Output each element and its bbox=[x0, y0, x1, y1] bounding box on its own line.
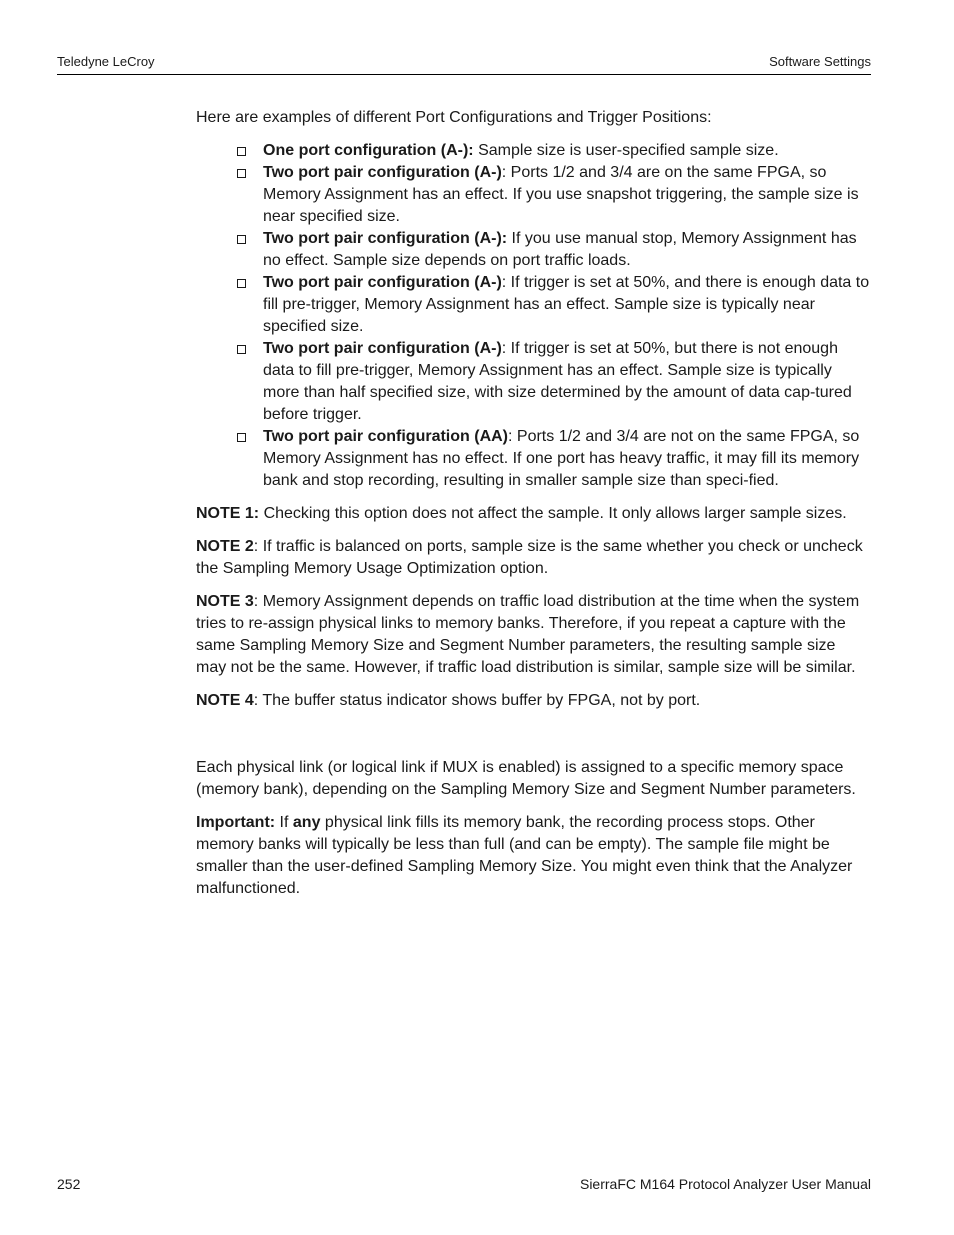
list-item-text: : If trigger is set at 50%, but there is not enough data to fill pre-trigger, Memory Assignment has an effect. Sample size is typically more than half specified size, with size determined by the amount of data cap-tured before trigger. bbox=[263, 340, 852, 423]
note-text: Checking this option does not affect the sample. It only allows larger sample sizes. bbox=[259, 505, 847, 522]
note-text: : The buffer status indicator shows buffer by FPGA, not by port. bbox=[253, 692, 701, 709]
header-company: Teledyne LeCroy bbox=[57, 54, 155, 69]
important-text-post: physical link fills its memory bank, the recording process stops. Other memory banks will typically be less than full (and can be empty). The sample file might be smaller than the user-defined Sampling Memory Size. You might even think that the Analyzer malfunctioned. bbox=[196, 814, 853, 897]
note-1 bbox=[196, 503, 870, 525]
list-item bbox=[196, 228, 870, 272]
note-3 bbox=[196, 591, 870, 679]
important-text-pre: If bbox=[275, 814, 293, 831]
checkbox-bullet-icon bbox=[237, 169, 246, 178]
page-number: 252 bbox=[57, 1176, 81, 1192]
checkbox-bullet-icon bbox=[237, 433, 246, 442]
page-content bbox=[196, 107, 870, 911]
header-section: Software Settings bbox=[769, 54, 871, 69]
list-item-text: : Ports 1/2 and 3/4 are not on the same FPGA, so Memory Assignment has no effect. If one port has heavy traffic, it may fill its memory bank and stop recording, resulting in smaller sample size than speci-fied. bbox=[263, 428, 860, 489]
list-item-label: Two port pair configuration (A-) bbox=[263, 340, 502, 357]
important-label: Important: bbox=[196, 814, 276, 831]
list-item-label: Two port pair configuration (A-) bbox=[263, 274, 502, 291]
list-item-text: : If trigger is set at 50%, and there is enough data to fill pre-trigger, Memory Assignment has an effect. Sample size is typically near specified size. bbox=[263, 274, 870, 335]
note-4 bbox=[196, 690, 870, 712]
checkbox-bullet-icon bbox=[237, 345, 246, 354]
list-item-label: One port configuration (A-): bbox=[263, 142, 474, 159]
note-label: NOTE 4 bbox=[196, 692, 254, 709]
intro-paragraph: Here are examples of different Port Configurations and Trigger Positions: bbox=[196, 109, 712, 126]
note-label: NOTE 1: bbox=[196, 505, 260, 522]
list-item-text: If you use manual stop, Memory Assignment has no effect. Sample size depends on port traffic loads. bbox=[263, 230, 857, 269]
important-emphasis: any bbox=[292, 814, 321, 831]
list-item bbox=[196, 140, 870, 162]
list-item-label: Two port pair configuration (A-) bbox=[263, 164, 502, 181]
page-header bbox=[57, 52, 871, 75]
checkbox-bullet-icon bbox=[237, 279, 246, 288]
manual-title: SierraFC M164 Protocol Analyzer User Manual bbox=[579, 1176, 871, 1192]
body-paragraph: Each physical link (or logical link if MUX is enabled) is assigned to a specific memory space (memory bank), depending on the Sampling Memory Size and Segment Number parameters. bbox=[196, 759, 856, 798]
note-2 bbox=[196, 536, 870, 580]
list-item-text: : Ports 1/2 and 3/4 are on the same FPGA, so Memory Assignment has an effect. If you use snapshot triggering, the sample size is near specified size. bbox=[263, 164, 859, 225]
note-text: : Memory Assignment depends on traffic load distribution at the time when the system tries to re-assign physical links to memory banks. Therefore, if you repeat a capture with the same Sampling Memory Size and Segment Number parameters, the resulting sample size may not be the same. However, if traffic load distribution is similar, sample size will be similar. bbox=[196, 593, 860, 676]
list-item bbox=[196, 426, 870, 492]
note-label: NOTE 2 bbox=[196, 538, 254, 555]
list-item bbox=[196, 272, 870, 338]
configuration-list bbox=[196, 140, 870, 492]
list-item-text: Sample size is user-specified sample size. bbox=[473, 142, 779, 159]
list-item-label: Two port pair configuration (A-): bbox=[263, 230, 508, 247]
section-spacer bbox=[196, 723, 870, 757]
checkbox-bullet-icon bbox=[237, 147, 246, 156]
list-item-label: Two port pair configuration (AA) bbox=[263, 428, 509, 445]
list-item bbox=[196, 338, 870, 426]
note-text: : If traffic is balanced on ports, sample size is the same whether you check or uncheck the Sampling Memory Usage Optimization option. bbox=[196, 538, 863, 577]
list-item bbox=[196, 162, 870, 228]
important-paragraph bbox=[196, 812, 870, 900]
checkbox-bullet-icon bbox=[237, 235, 246, 244]
note-label: NOTE 3 bbox=[196, 593, 254, 610]
